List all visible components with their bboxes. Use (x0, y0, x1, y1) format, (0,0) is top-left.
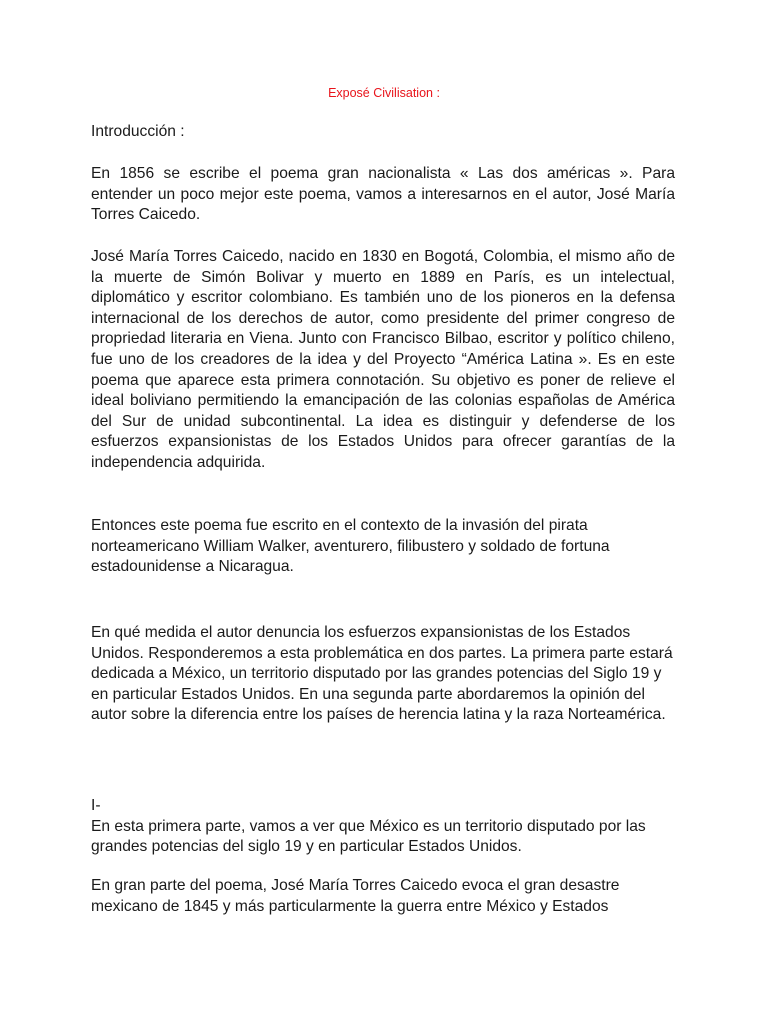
introduction-heading: Introducción : (91, 123, 185, 140)
paragraph-section-one: En esta primera parte, vamos a ver que México es un territorio disputado por las grandes potencias del siglo 19 y en particular Estados Unidos. (91, 817, 646, 856)
paragraph-context: Entonces este poema fue escrito en el contexto de la invasión del pirata norteamericano William Walker, aventurero, filibustero y soldado de fortuna estadounidense a Nicaragua. (91, 517, 610, 576)
document-title: Exposé Civilisation : (328, 86, 440, 100)
paragraph-problematic: En qué medida el autor denuncia los esfuerzos expansionistas de los Estados Unidos. Responderemos a esta problemática en dos partes. La primera parte estará dedicada a México, un territorio disputado por las grandes potencias del Siglo 19 y en particular Estados Unidos. En una segunda parte abordaremos la opinión del autor sobre la diferencia entre los países de herencia latina y la raza Norteamérica. (91, 624, 673, 724)
paragraph-author-bio: José María Torres Caicedo, nacido en 1830 en Bogotá, Colombia, el mismo año de la muerte de Simón Bolivar y muerto en 1889 en París, es un intelectual, diplomático y escritor colombiano. Es también uno de los pioneros en la defensa internacional de los derechos de autor, como presidente del primer congreso de propriedad literaria en Viena. Junto con Francisco Bilbao, escritor y político chileno, fue uno de los creadores de la idea y del Proyecto “América Latina ». Es en este poema que aparece esta primera connotación. Su objetivo es poner de relieve el ideal boliviano permitiendo la emancipación de las colonias españolas de América del Sur de unidad subcontinental. La idea es distinguir y defenderse de los esfuerzos expansionistas de los Estados Unidos para ofrecer garantías de la independencia adquirida. (91, 248, 675, 471)
section-marker: I- (91, 797, 101, 814)
section-one (91, 796, 675, 858)
paragraph-mexico-war: En gran parte del poema, José María Torres Caicedo evoca el gran desastre mexicano de 1845 y más particularmente la guerra entre México y Estados (91, 877, 620, 915)
paragraph-intro: En 1856 se escribe el poema gran nacionalista « Las dos américas ». Para entender un poco mejor este poema, vamos a interesarnos en el autor, José María Torres Caicedo. (91, 165, 675, 224)
